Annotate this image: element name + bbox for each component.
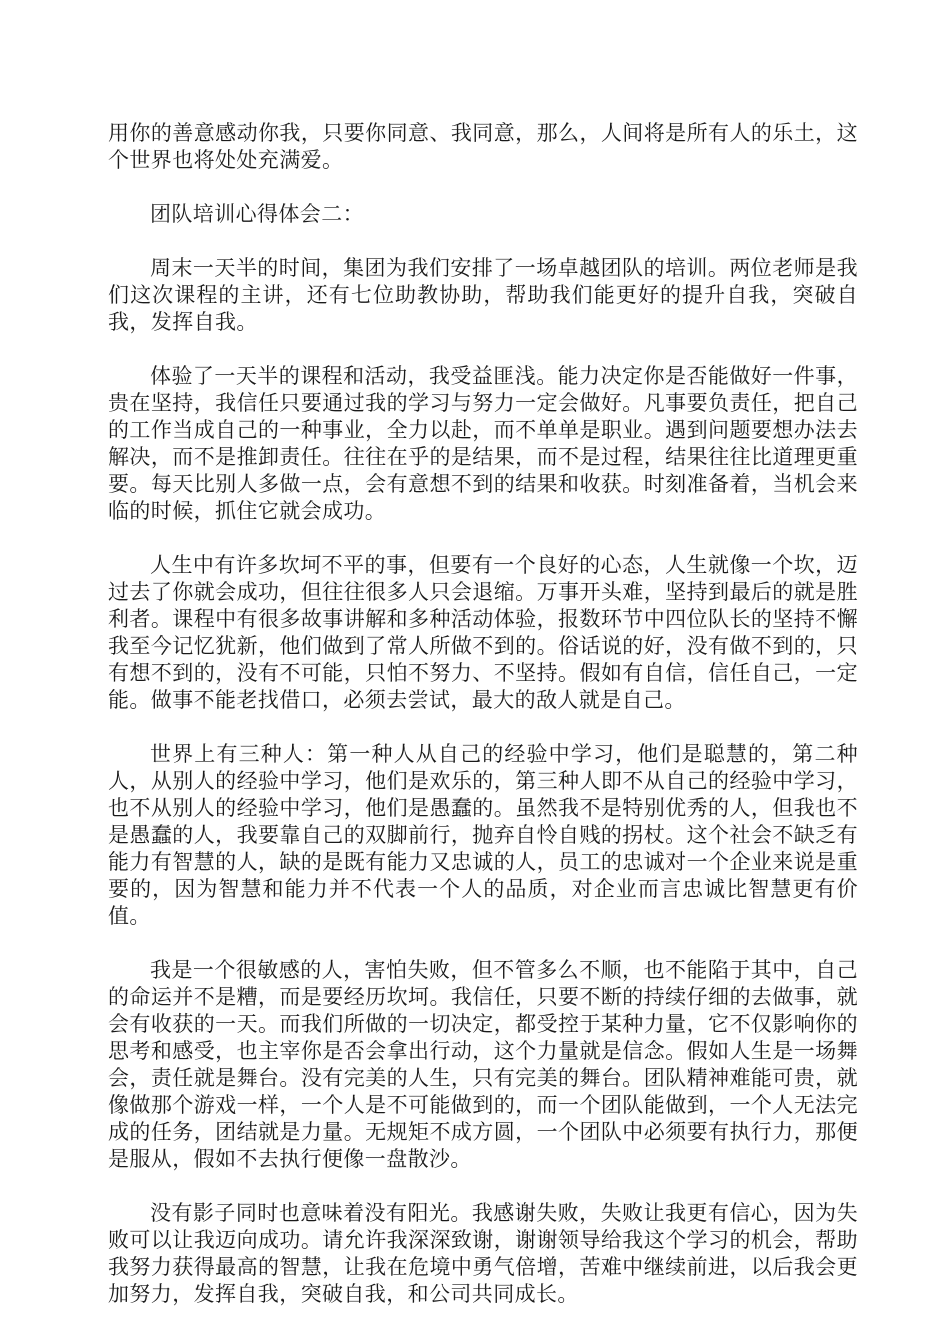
paragraph-belief: 我是一个很敏感的人，害怕失败，但不管多么不顺，也不能陷于其中，自己的命运并不是糟，而是要经历坎坷。我信任，只要不断的持续仔细的去做事，就会有收获的一天。而我们所做的一切决定，都受控于某种力量，它不仅影响你的思考和感受，也主宰你是否会拿出行动，这个力量就是信念。假如人生是一场舞会，责任就是舞台。没有完美的人生，只有完美的舞台。团队精神难能可贵，就像做那个游戏一样，一个人是不可能做到的，而一个团队能做到，一个人无法完成的任务，团结就是力量。无规矩不成方圆，一个团队中必须要有执行力，那便是服从，假如不去执行便像一盘散沙。 bbox=[108, 958, 858, 1171]
section-heading: 团队培训心得体会二： bbox=[150, 202, 364, 226]
paragraph-mindset: 人生中有许多坎坷不平的事，但要有一个良好的心态，人生就像一个坎，迈过去了你就会成功，但往往很多人只会退缩。万事开头难，坚持到最后的就是胜利者。课程中有很多故事讲解和多种活动体验，报数环节中四位队长的坚持不懈我至今记忆犹新，他们做到了常人所做不到的。俗话说的好，没有做不到的，只有想不到的，没有不可能，只怕不努力、不坚持。假如有自信，信任自己，一定能。做事不能老找借口，必须去尝试，最大的敌人就是自己。 bbox=[108, 553, 858, 712]
paragraph-three-kinds: 世界上有三种人：第一种人从自己的经验中学习，他们是聪慧的，第二种人，从别人的经验中学习，他们是欢乐的，第三种人即不从自己的经验中学习，也不从别人的经验中学习，他们是愚蠢的。虽然我不是特别优秀的人，但我也不是愚蠢的人，我要靠自己的双脚前行，抛弃自怜自贱的拐杖。这个社会不缺乏有能力有智慧的人，缺的是既有能力又忠诚的人，员工的忠诚对一个企业来说是重要的，因为智慧和能力并不代表一个人的品质，对企业而言忠诚比智慧更有价值。 bbox=[108, 742, 858, 928]
paragraph-gratitude: 没有影子同时也意味着没有阳光。我感谢失败，失败让我更有信心，因为失败可以让我迈向成功。请允许我深深致谢，谢谢领导给我这个学习的机会，帮助我努力获得最高的智慧，让我在危境中勇气倍增，苦难中继续前进，以后我会更加努力，发挥自我，突破自我，和公司共同成长。 bbox=[108, 1201, 858, 1306]
paragraph-intro: 周末一天半的时间，集团为我们安排了一场卓越团队的培训。两位老师是我们这次课程的主讲，还有七位助教协助，帮助我们能更好的提升自我，突破自我，发挥自我。 bbox=[108, 256, 858, 334]
paragraph-experience: 体验了一天半的课程和活动，我受益匪浅。能力决定你是否能做好一件事，贵在坚持，我信任只要通过我的学习与努力一定会做好。凡事要负责任，把自己的工作当成自己的一种事业，全力以赴，而不单单是职业。遇到问题要想办法去解决，而不是推卸责任。往往在乎的是结果，而不是过程，结果往往比道理更重要。每天比别人多做一点，会有意想不到的结果和收获。时刻准备着，当机会来临的时候，抓住它就会成功。 bbox=[108, 364, 858, 523]
document-page bbox=[108, 120, 858, 1335]
paragraph-closing-previous: 用你的善意感动你我，只要你同意、我同意，那么，人间将是所有人的乐土，这个世界也将处处充满爱。 bbox=[108, 121, 858, 172]
